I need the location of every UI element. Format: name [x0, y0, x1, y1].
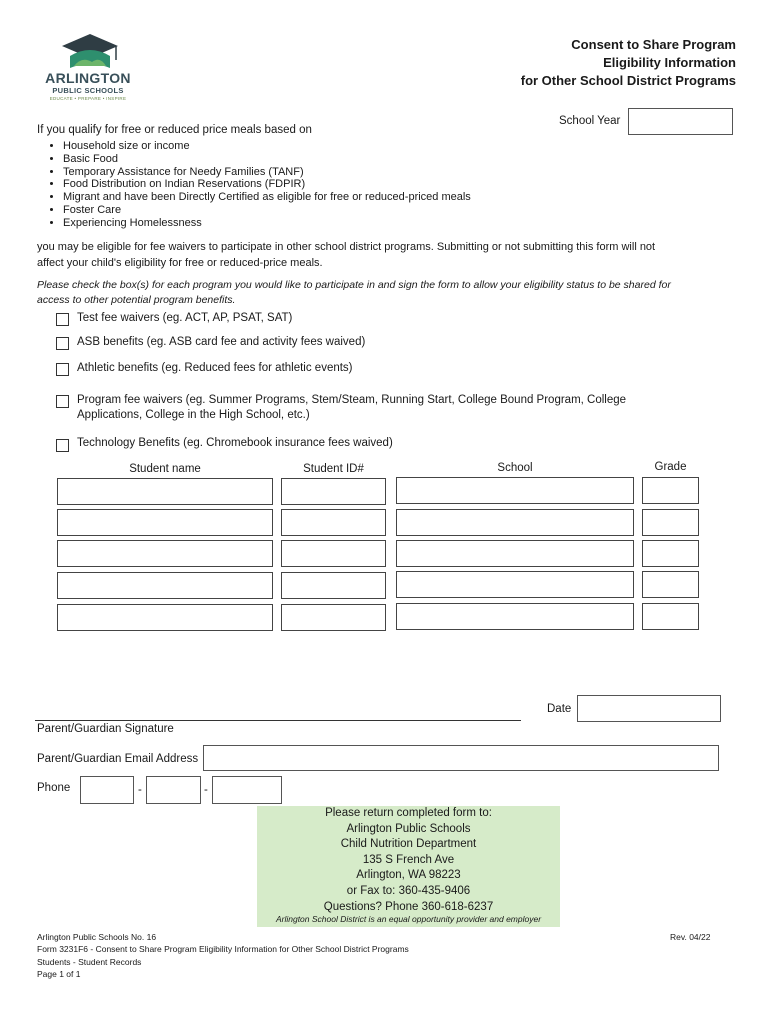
eligibility-text-2: affect your child's eligibility for free or reduced-price meals.: [37, 257, 323, 269]
student-id-input[interactable]: [281, 604, 386, 631]
athletic-benefits-label: Athletic benefits (eg. Reduced fees for athletic events): [77, 362, 353, 374]
technology-benefits-label: Technology Benefits (eg. Chromebook insurance fees waived): [77, 437, 393, 449]
student-name-input[interactable]: [57, 604, 273, 631]
grade-input[interactable]: [642, 540, 699, 567]
grade-input[interactable]: [642, 603, 699, 630]
school-year-label: School Year: [559, 115, 621, 127]
school-input[interactable]: [396, 603, 634, 630]
footer-line: Form 3231F6 - Consent to Share Program Eligibility Information for Other School District Programs: [37, 944, 409, 955]
email-label: Parent/Guardian Email Address: [37, 753, 199, 765]
technology-benefits-checkbox[interactable]: [56, 439, 69, 452]
instruction-text-2: access to other potential program benefits.: [37, 294, 236, 306]
school-year-input[interactable]: [628, 108, 733, 135]
return-line: Questions? Phone 360-618-6237: [323, 900, 494, 913]
phone-label: Phone: [37, 782, 71, 794]
footer-line: Students - Student Records: [37, 956, 142, 967]
grade-input[interactable]: [642, 477, 699, 504]
return-line: or Fax to: 360-435-9406: [346, 884, 471, 897]
date-input[interactable]: [577, 695, 721, 722]
student-id-input[interactable]: [281, 540, 386, 567]
return-info-text: [257, 806, 560, 915]
athletic-benefits-checkbox[interactable]: [56, 363, 69, 376]
program-fee-label-cont: Applications, College in the High School, etc.): [77, 409, 310, 421]
email-input[interactable]: [203, 745, 719, 771]
list-item: • Basic Food: [63, 153, 471, 166]
footer-info: [37, 931, 409, 981]
student-id-input[interactable]: [281, 509, 386, 536]
phone-line-input[interactable]: [212, 776, 282, 804]
title-line-3: for Other School District Programs: [520, 73, 736, 88]
qualification-list: [45, 140, 471, 230]
list-item: • Household size or income: [63, 140, 471, 153]
grade-input[interactable]: [642, 509, 699, 536]
title-line-2: Eligibility Information: [603, 55, 736, 70]
return-line: Please return completed form to:: [325, 807, 492, 819]
test-fee-checkbox[interactable]: [56, 313, 69, 326]
instruction-text-1: Please check the box(s) for each program you would like to participate in and sign the form to allow your eligibility status to be shared for: [37, 279, 671, 291]
asb-benefits-checkbox[interactable]: [56, 337, 69, 350]
student-name-input[interactable]: [57, 540, 273, 567]
footer-line: Arlington Public Schools No. 16: [37, 932, 157, 942]
student-name-input[interactable]: [57, 478, 273, 505]
revision-label: Rev. 04/22: [670, 932, 711, 942]
return-line: Arlington Public Schools: [346, 822, 471, 835]
school-input[interactable]: [396, 477, 634, 504]
signature-line[interactable]: [35, 720, 521, 721]
column-header-grade: Grade: [654, 461, 687, 473]
column-header-student-name: Student name: [129, 463, 201, 475]
school-input[interactable]: [396, 509, 634, 536]
eligibility-text-1: you may be eligible for fee waivers to participate in other school district programs. Submitting or not submitting this form will not: [37, 241, 656, 253]
column-header-student-id: Student ID#: [303, 463, 364, 475]
school-input[interactable]: [396, 540, 634, 567]
phone-area-input[interactable]: [80, 776, 134, 804]
return-line: Child Nutrition Department: [340, 838, 477, 851]
intro-text: If you qualify for free or reduced price meals based on: [37, 124, 312, 136]
signature-label: Parent/Guardian Signature: [37, 723, 174, 735]
logo-tagline: EDUCATE • PREPARE • INSPIRE: [49, 96, 127, 101]
student-id-input[interactable]: [281, 478, 386, 505]
school-input[interactable]: [396, 571, 634, 598]
logo-subtitle: PUBLIC SCHOOLS: [52, 86, 124, 95]
list-item: • Experiencing Homelessness: [63, 217, 471, 230]
grade-input[interactable]: [642, 571, 699, 598]
logo-name: ARLINGTON: [45, 70, 131, 86]
program-fee-checkbox[interactable]: [56, 395, 69, 408]
return-line: 135 S French Ave: [362, 853, 455, 866]
program-fee-label: Program fee waivers (eg. Summer Programs, Stem/Steam, Running Start, College Bound Program, College: [77, 394, 627, 406]
footer-line: Page 1 of 1: [37, 969, 81, 980]
equal-opportunity-note: Arlington School District is an equal opportunity provider and employer: [275, 914, 542, 924]
return-line: Arlington, WA 98223: [356, 869, 461, 882]
student-name-input[interactable]: [57, 509, 273, 536]
asb-benefits-label: ASB benefits (eg. ASB card fee and activity fees waived): [77, 336, 366, 348]
title-line-1: Consent to Share Program: [571, 37, 736, 52]
phone-prefix-input[interactable]: [146, 776, 201, 804]
list-item: • Migrant and have been Directly Certified as eligible for free or reduced-priced meals: [63, 191, 471, 204]
date-label: Date: [547, 703, 572, 715]
list-item: • Food Distribution on Indian Reservations (FDPIR): [63, 178, 471, 191]
form-title: [521, 36, 736, 90]
phone-separator: -: [204, 784, 208, 796]
student-name-input[interactable]: [57, 572, 273, 599]
phone-separator: -: [138, 784, 142, 796]
student-id-input[interactable]: [281, 572, 386, 599]
column-header-school: School: [497, 462, 533, 474]
test-fee-label: Test fee waivers (eg. ACT, AP, PSAT, SAT): [77, 312, 293, 324]
list-item: • Foster Care: [63, 204, 471, 217]
list-item: • Temporary Assistance for Needy Families (TANF): [63, 166, 471, 179]
